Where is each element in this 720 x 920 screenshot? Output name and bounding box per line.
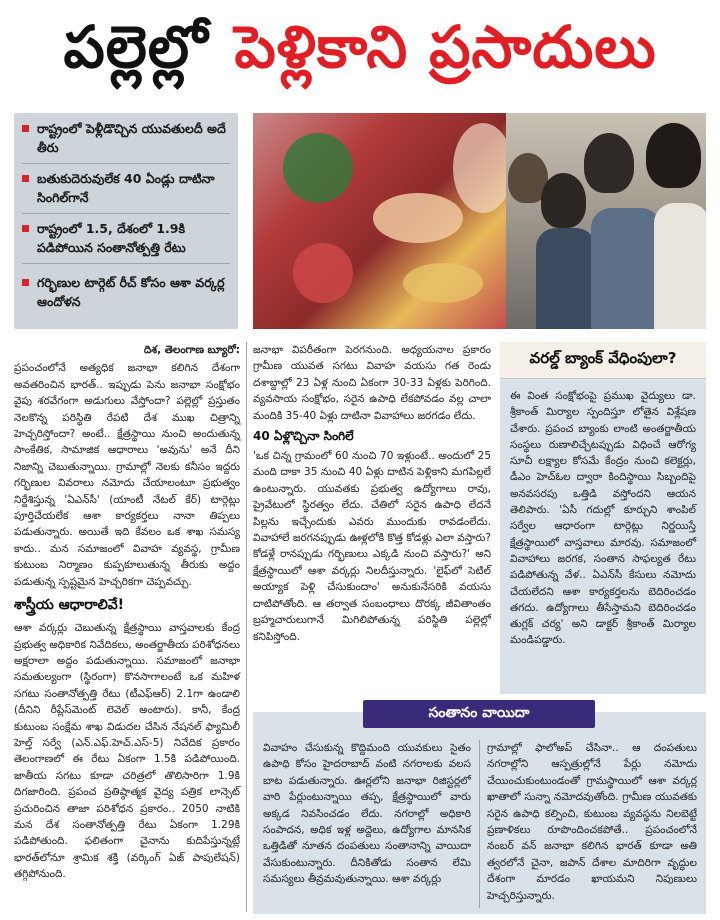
bullet-square-icon [22, 225, 29, 232]
sidebar-text-left: వివాహం చేసుకున్న కొద్దిమంది యువకులు సైతం ఉపాధి కోసం హైదరాబాద్ వంటి నగరాలకు వలస బాట పడుతున్నారు. ఊర్లలోని జనాభా రిజిస్టర్లలో వారి పేర్లుంటున్నాయి తప్ప, క్షేత్రస్థాయిలో వారు అక్కడ నివసించడం లేదు. నగరాల్లో అధికారి సంపాదన, అధిక ఇళ్ల అద్దెలు, ఉద్యోగాల మానసిక ఒత్తిడితో నూతన దంపతులు సంతానాన్ని వాయిదా వేసుకుంటున్నారు. దీనికితోడు సంతాన లేమి సమస్యలు తీవ్రమవుతున్నాయి. ఆశా వర్కర్లు [263, 742, 471, 886]
wedding-photo [253, 113, 506, 329]
sidebar-title: సంతానం వాయిదా [363, 700, 595, 728]
bottom-sidebar [253, 704, 706, 914]
highlight-item [14, 273, 238, 311]
paragraph: ప్రపంచంలోనే అత్యధిక జనాభా కలిగిన దేశంగా అవతరించిన భారత్.. ఇప్పుడు పెను జనాభా సంక్షోభం వైపు శరవేగంగా అడుగులు వేస్తోందా? పల్లెల్లో ప్రస్తుతం నెలకొన్న పరిస్థితి రేపటి దేశ ముఖ చిత్రాన్ని హెచ్చరిస్తోందా? అంటే.. క్షేత్రస్థాయి నుంచి అందుతున్న సాంకేతిక, సామాజిక ఆధారాలు 'అవును' అనే దీని నిజాన్ని చెబుతున్నాయి. గ్రామాల్లో నెలకు కనీసం ఇద్దరు గర్భిణుల వివరాలు నమోదు చేయాలంటూ ప్రభుత్వం నిర్దేశిస్తున్న 'ఏఎన్‌సీ' (యాంటీ నేటల్ కేర్) టార్గెట్లు పూర్తిచేయలేక ఆశా కార్యకర్తలు నానా తిప్పలు పడుతున్నారు. అయితే ఇది కేవలం ఒక శాఖ సమస్య కాదు.. మన సమాజంలో వివాహ వ్యవస్థ, గ్రామీణ కుటుంబ నిర్మాణం కుప్పకూలుతున్న తీరుకు అద్దం పడుతున్న స్పష్టమైన హెచ్చరికగా చెప్పవచ్చు. [14, 362, 240, 588]
sidebar-title: వరల్డ్ బ్యాంక్ వేధింపులా? [500, 342, 706, 379]
highlight-item [14, 219, 238, 257]
highlight-text: రాష్ట్రంలో 1.5, దేశంలో 1.9కి పడిపోయిన సంతానోత్పత్తి రేటు [37, 221, 186, 255]
bullet-square-icon [22, 125, 29, 132]
article-column-1 [14, 342, 240, 886]
headline [0, 0, 720, 108]
highlight-item [14, 169, 238, 207]
paragraph: జనాభా విపరీతంగా పెరగనుంది. అధ్యయనాల ప్రకారం గ్రామీణ యువత సగటు వివాహ వయసు గత రెండు దశాబ్దాల్లో 23 ఏళ్ల నుంచి ఏకంగా 30-33 ఏళ్లకు పెరిగింది. వ్యవసాయ సంక్షోభం, సరైన ఉపాధి లేకపోవడం వల్ల చాలా మందికి 35-40 ఏళ్లు దాటినా వివాహాలు జరగడం లేదు. [253, 344, 491, 422]
highlight-text: గర్భిణుల టార్గెట్ రీచ్ కోసం ఆశా వర్కర్ల ఆందోళన [37, 275, 225, 309]
youth-group-photo [506, 113, 706, 329]
subheading: 40 ఏళ్లొచ్చినా సింగిలే [253, 429, 354, 444]
subheading: శాస్త్రీయ ఆధారాలివే! [14, 597, 125, 614]
highlights-box [14, 113, 238, 329]
highlight-text: రాష్ట్రంలో పెళ్లీడొచ్చిన యువతులదీ అదే తీరు [37, 121, 226, 155]
bullet-square-icon [22, 279, 29, 286]
worldbank-sidebar [500, 342, 706, 694]
column-divider [246, 342, 247, 912]
bullet-square-icon [22, 175, 29, 182]
headline-part1: పల్లెల్లో [63, 12, 209, 81]
headline-part2: పెళ్లికాని ప్రసాదులు [234, 12, 657, 81]
sidebar-text: ఈ వింత సంక్షోభంపై ప్రముఖ వైద్యులు డా. శ్రీకాంత్ మిర్యాల స్పందిస్తూ లోతైన విశ్లేషణ చేశారు. ప్రపంచ బ్యాంకు లాంటి అంతర్జాతీయ సంస్థలు రుణాలిచ్చేటప్పుడు విధించే ఆరోగ్య సూచీ లక్ష్యాల కోసమే కేంద్రం నుంచి కలెక్టర్లు, డీఎం హెచ్‌ఓల ద్వారా కిందిస్థాయి సిబ్బందిపై అనవసరపు ఒత్తిడి వస్తోందని ఆయన తెలిపారు. 'ఏసీ గదుల్లో కూర్చుని శాంపిల్ సర్వేల ఆధారంగా టార్గెట్లు నిర్ణయిస్తే క్షేత్రస్థాయిలో వాస్తవాలు మారవు. సమాజంలో వివాహాలు జరగక, సంతాన సాఫల్యత రేటు పడిపోతున్న వేళ.. ఏఎన్‌సీ కేసులు నమోదు చేయలేదని ఆశా కార్యకర్తలను బెదిరించడం తగదు. ఉద్యోగాలు తీసేస్తామని బెదిరించడం తుగ్లక్ చర్య' అని డాక్టర్ శ్రీకాంత్ మిర్యాల మండిపడ్డారు. [510, 390, 696, 647]
paragraph: ఆశా వర్కర్లు చెబుతున్న క్షేత్రస్థాయి వాస్తవాలకు కేంద్ర ప్రభుత్వ అధికారిక నివేదికలు, అంతర్జాతీయ పరిశోధనలు అక్షరాలా అద్దం పడుతున్నాయి. సమాజంలో జనాభా సమతుల్యంగా (స్థిరంగా) కొనసాగాలంటే ఒక మహిళ సగటు సంతానోత్పత్తి రేటు (టీఎఫ్ఆర్) 2.1గా ఉండాలి (దీనిని రీప్లేస్‌మెంట్ లెవెల్ అంటారు). కానీ, కేంద్ర కుటుంబ సంక్షేమ శాఖ విడుదల చేసిన నేషనల్ ఫ్యామిలీ హెల్త్ సర్వే (ఎన్.ఎఫ్.హెచ్.ఎస్-5) నివేదిక ప్రకారం తెలంగాణలో ఈ రేటు ఏకంగా 1.5కి పడిపోయింది. జాతీయ సగటు కూడా చరిత్రలో తొలిసారిగా 1.9కి దిగజారింది. ప్రపంచ ప్రతిష్ఠాత్మక వైద్య పత్రిక లాన్సెట్ ప్రచురించిన తాజా పరిశోధన ప్రకారం.. 2050 నాటికి మన దేశ సంతానోత్పత్తి రేటు ఏకంగా 1.29కి పడిపోతుంది. ఫలితంగా చైనాను కుదిపేస్తున్నట్లే భారత్‌లోనూ శ్రామిక శక్తి (వర్కింగ్ ఏజ్ పాపులేషన్) తగ్గిపోనుంది. [14, 622, 240, 881]
paragraph: 'ఒక చిన్న గ్రామంలో 60 నుంచి 70 ఇళ్లుంటే.. అందులో 25 మంది దాకా 35 నుంచి 40 ఏళ్లు దాటిన పెళ్లికాని మగపిల్లలే ఉంటున్నారు. యువతకు ప్రభుత్వ ఉద్యోగాలు రావు, ప్రైవేటులో స్థిరత్వం లేదు. చేతిలో సరైన ఉపాధి లేదనే పిల్లను ఇచ్చేందుకు ఎవరు ముందుకు రావడంలేదు. వివాహాలే జరగనప్పుడు ఊళ్లలోకి కొత్త కోడళ్లు ఎలా వస్తారు? కోడళ్లే రానప్పుడు గర్భిణులు ఎక్కడి నుంచి వస్తారు?' అని క్షేత్రస్థాయిలో ఆశా వర్కర్లు నిలదీస్తున్నారు. 'లైఫ్‌లో సెటిల్ అయ్యాక పెళ్లి చేసుకుందాం' అనుకునేసరికి వయసు దాటిపోతోంది. ఆ తర్వాత సంబంధాలు దొరక్క జీవితాంతం బ్రహ్మచారులుగానే మిగిలిపోతున్న పరిస్థితి పల్లెల్లో కనిపిస్తోంది. [253, 450, 491, 643]
article-column-2 [253, 342, 491, 648]
column-divider [479, 740, 480, 908]
highlight-text: బతుకుదెరువులేక 40 ఏండ్లు దాటినా సింగిల్‌గానే [37, 171, 215, 205]
sidebar-text-right: గ్రామాల్లో ఫాలోఅప్ చేసినా.. ఆ దంపతులు నగరాల్లోని ఆస్పత్రుల్లోనే పేర్లు నమోదు చేయించుకుంటుండంతో గ్రామస్థాయిలో ఆశా వర్కర్ల ఖాతాలో సున్నా నమోదవుతోంది. గ్రామీణ యువతకు సరైన ఉపాధి కల్పించి, కుటుంబ వ్యవస్థను నిలబెట్టే ప్రణాళికలు రూపొందించకపోతే.. ప్రపంచంలోనే నంబర్ వన్ జనాభా కలిగిన భారత్ కూడా అతి త్వరలోనే చైనా, జపాన్ దేశాల మాదిరిగా వృద్ధుల దేశంగా మారడం ఖాయమని నిపుణులు హెచ్చరిస్తున్నారు. [487, 742, 697, 902]
dateline: దిశ, తెలంగాణ బ్యూరో: [143, 344, 240, 356]
highlight-item [14, 119, 238, 157]
